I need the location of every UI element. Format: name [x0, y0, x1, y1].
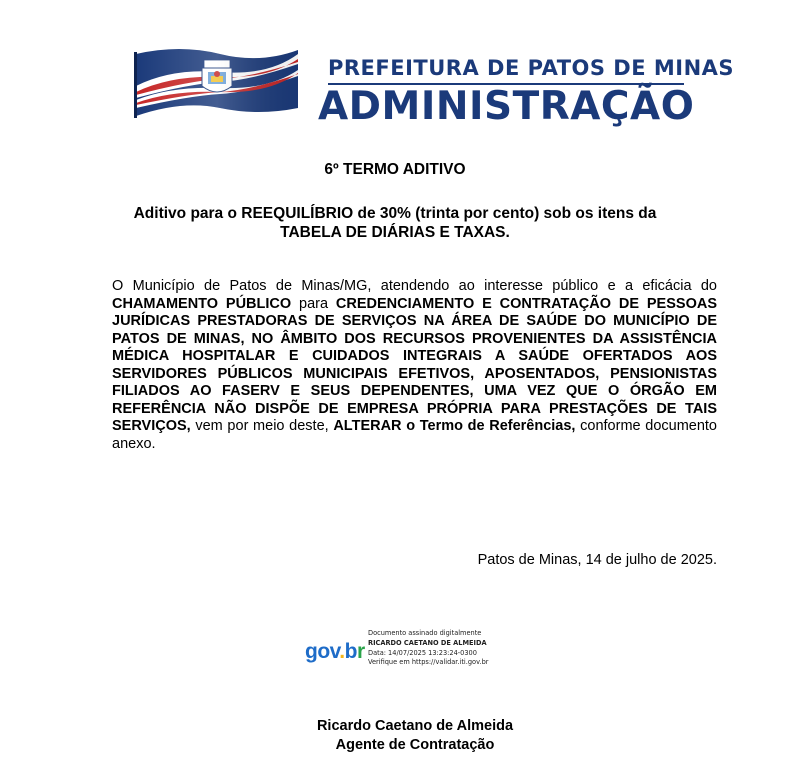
subtitle-line-1: Aditivo para o REEQUILÍBRIO de 30% (trinta por cento) sob os itens da [133, 205, 657, 222]
body-text-4: conforme documento anexo. [112, 418, 717, 452]
document-title: 6º TERMO ADITIVO [324, 161, 466, 178]
signer-role: Agente de Contratação [335, 737, 495, 753]
body-bold-2: CREDENCIAMENTO E CONTRATAÇÃO DE PESSOAS JURÍDICAS PRESTADORAS DE SERVIÇOS NA ÁREA DE SAÚDE DO MUNICÍPIO DE PATOS DE MINAS, NO ÂMBITO DOS RECURSOS PROVENIENTES DA ASSISTÊNCIA MÉDICA HOSPITALAR E CUIDADOS INTEGRAIS A SAÚDE OFERTADOS AOS SERVIDORES PÚBLICOS MUNICIPAIS EFETIVOS, APOSENTADOS, PENSIONISTAS FILIADOS AO FASERV E SEUS DEPENDENTES, UMA VEZ QUE O ÓRGÃO EM REFERÊNCIA NÃO DISPÕE DE EMPRESA PRÓPRIA PARA PRESTAÇÕES DE TAIS SERVIÇOS, [112, 295, 717, 434]
signature-date: Data: 14/07/2025 13:23:24-0300 [368, 648, 477, 657]
digital-signature-stamp [368, 629, 488, 668]
document-subtitle [0, 204, 790, 242]
header-city-title: PREFEITURA DE PATOS DE MINAS [328, 56, 735, 80]
signature-name: RICARDO CAETANO DE ALMEIDA [368, 638, 487, 647]
header-department-title: ADMINISTRAÇÃO [318, 84, 695, 129]
body-text-1: O Município de Patos de Minas/MG, atendendo ao interesse público e a eficácia do [112, 278, 717, 294]
subtitle-line-2: TABELA DE DIÁRIAS E TAXAS. [280, 224, 510, 241]
document-body [112, 278, 717, 453]
place-date: Patos de Minas, 14 de julho de 2025. [477, 552, 717, 568]
govbr-logo-gov: gov [305, 640, 340, 663]
body-text-2: para [291, 295, 336, 312]
signature-caption: Documento assinado digitalmente [368, 629, 482, 637]
govbr-logo-dot: . [339, 640, 345, 663]
govbr-logo-b: b [344, 640, 357, 663]
govbr-logo [305, 640, 365, 664]
body-bold-3: ALTERAR o Termo de Referências, [333, 418, 576, 434]
signature-verify: Verifique em https://validar.iti.gov.br [368, 658, 489, 667]
flag-icon [132, 42, 300, 126]
govbr-logo-r: r [356, 640, 365, 663]
body-bold-1: CHAMAMENTO PÚBLICO [112, 295, 292, 312]
signer-name: Ricardo Caetano de Almeida [316, 718, 514, 734]
body-text-3: vem por meio deste, [190, 418, 334, 434]
